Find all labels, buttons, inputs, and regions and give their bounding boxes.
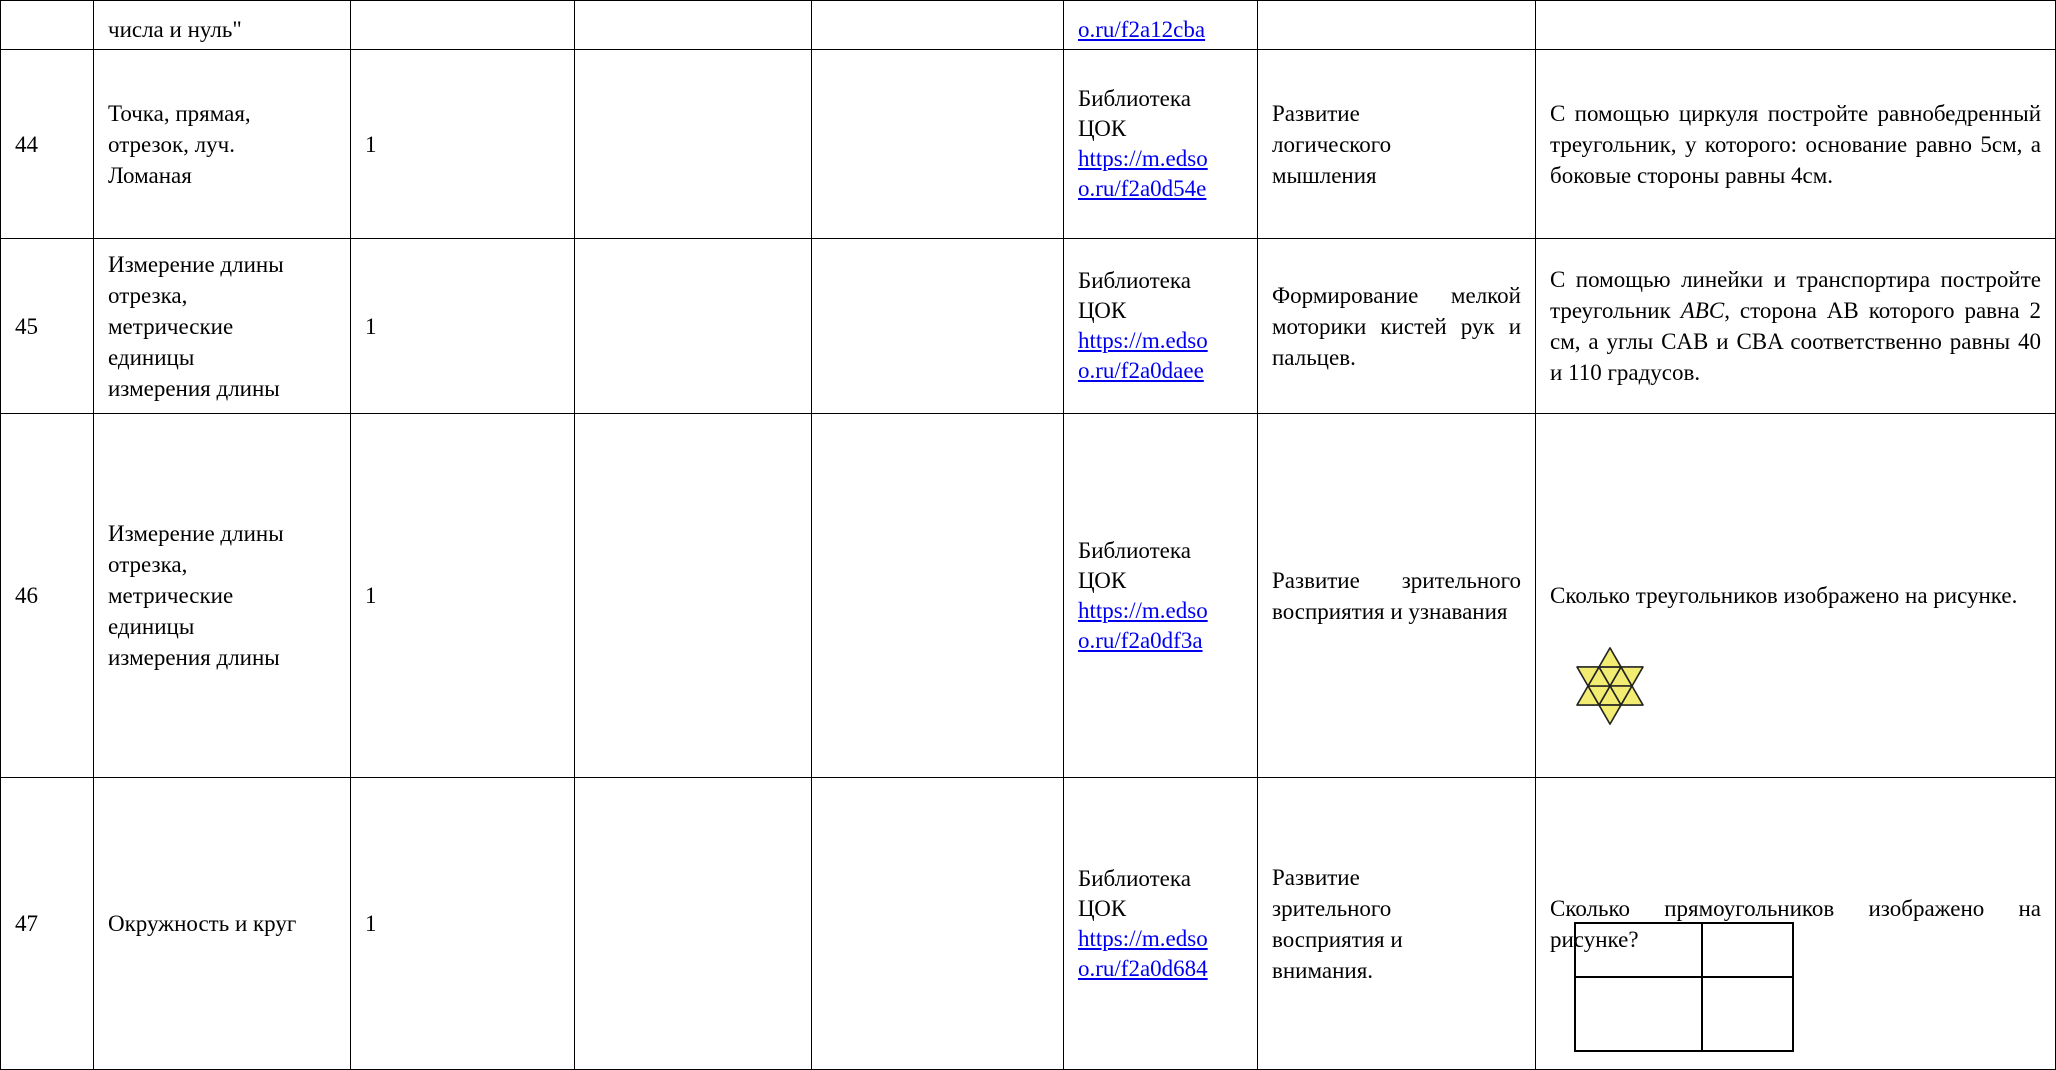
cell-task: С помощью циркуля постройте равнобедренный треугольник, у которого: основание равно 5см, а боковые стороны равны 4см.	[1536, 50, 2056, 239]
topic-text: числа и нуль"	[108, 17, 242, 42]
task-text: Сколько треугольников изображено на рисунке.	[1550, 583, 2018, 608]
topic-line: метрические	[108, 313, 234, 339]
star-of-triangles-figure	[1544, 624, 1676, 748]
resource-link[interactable]: o.ru/f2a12cba	[1078, 17, 1206, 42]
cell-topic	[94, 239, 351, 414]
topic-line: измерения длины	[108, 375, 280, 401]
rectangle-grid-figure	[1574, 922, 1794, 1052]
cell-empty	[575, 239, 812, 414]
cell-hours: 1	[351, 778, 575, 1070]
development-line: Развитие	[1272, 864, 1360, 890]
cell-empty	[812, 778, 1064, 1070]
cell-empty	[812, 1, 1064, 50]
development-line: зрительного	[1272, 895, 1392, 921]
star-triangle	[1599, 705, 1621, 724]
development-line: внимания.	[1272, 957, 1374, 983]
cell-development	[1258, 50, 1536, 239]
resource-label: ЦОК	[1078, 567, 1127, 593]
topic-line: измерения длины	[108, 645, 280, 670]
cell-empty	[575, 778, 812, 1070]
cell-empty	[812, 50, 1064, 239]
resource-link[interactable]: https://m.edso o.ru/f2a0d684	[1078, 925, 1208, 981]
cell-development	[1258, 1, 1536, 50]
cell-empty	[812, 239, 1064, 414]
task-text: Сколько прямоугольников изображено на рисунке?	[1550, 895, 2041, 952]
topic-line: Измерение длины	[108, 251, 284, 277]
cell-topic	[94, 1, 351, 50]
cell-empty	[575, 50, 812, 239]
task-text-before: С помощью линейки и транспортира постройте треугольник	[1550, 267, 2041, 323]
cell-empty	[575, 414, 812, 778]
cell-resource	[1064, 1, 1258, 50]
topic-line: Измерение длины	[108, 521, 284, 546]
resource-label: ЦОК	[1078, 116, 1127, 141]
resource-label: ЦОК	[1078, 298, 1127, 323]
topic-line: Ломаная	[108, 162, 192, 188]
topic-line: отрезка,	[108, 282, 188, 308]
resource-link[interactable]: https://m.edso o.ru/f2a0d54e	[1078, 146, 1208, 201]
cell-hours	[351, 1, 575, 50]
cell-resource	[1064, 239, 1258, 414]
table-row	[1, 239, 2056, 414]
cell-hours: 1	[351, 50, 575, 239]
cell-topic	[94, 778, 351, 1070]
resource-label: Библиотека	[1078, 865, 1191, 891]
cell-hours: 1	[351, 414, 575, 778]
topic-line: отрезка,	[108, 552, 188, 577]
development-line: Развитие	[1272, 100, 1360, 126]
star-triangle	[1599, 648, 1621, 667]
cell-task	[1536, 778, 2056, 1070]
resource-label: Библиотека	[1078, 86, 1191, 111]
table-row	[1, 1, 2056, 50]
table-row	[1, 50, 2056, 239]
topic-line: метрические	[108, 583, 234, 608]
table-row	[1, 778, 2056, 1070]
cell-task	[1536, 414, 2056, 778]
resource-label: ЦОК	[1078, 895, 1127, 921]
cell-number: 45	[1, 239, 94, 414]
cell-topic	[94, 50, 351, 239]
cell-empty	[575, 1, 812, 50]
cell-resource	[1064, 778, 1258, 1070]
cell-development	[1258, 778, 1536, 1070]
cell-task	[1536, 239, 2056, 414]
cell-number: 46	[1, 414, 94, 778]
resource-link[interactable]: https://m.edso o.ru/f2a0daee	[1078, 328, 1208, 383]
cell-number: 44	[1, 50, 94, 239]
cell-topic	[94, 414, 351, 778]
cell-development: Формирование мелкой моторики кистей рук и пальцев.	[1258, 239, 1536, 414]
topic-line: единицы	[108, 614, 195, 639]
resource-link[interactable]: https://m.edso o.ru/f2a0df3a	[1078, 597, 1208, 653]
topic-line: Окружность и круг	[108, 911, 297, 936]
development-line: логического	[1272, 131, 1392, 157]
table-row	[1, 414, 2056, 778]
resource-label: Библиотека	[1078, 537, 1191, 563]
cell-development: Развитие зрительного восприятия и узнавания	[1258, 414, 1536, 778]
image-background	[1369, 616, 1519, 760]
task-text-after: , сторона AB которого равна 2 см, а углы CAB и CBA соответственно равны 40 и 110 градусов.	[1550, 298, 2041, 385]
development-line: мышления	[1272, 162, 1377, 188]
topic-line: единицы	[108, 344, 195, 370]
task-text-italic: ABC	[1680, 298, 1725, 323]
cell-empty	[812, 414, 1064, 778]
cell-number	[1, 1, 94, 50]
resource-label: Библиотека	[1078, 268, 1191, 293]
topic-line: отрезок, луч.	[108, 131, 235, 157]
cell-hours: 1	[351, 239, 575, 414]
cell-task	[1536, 1, 2056, 50]
cell-number: 47	[1, 778, 94, 1070]
development-line: восприятия и	[1272, 926, 1403, 952]
cell-resource	[1064, 50, 1258, 239]
topic-line: Точка, прямая,	[108, 100, 251, 126]
cell-resource	[1064, 414, 1258, 778]
